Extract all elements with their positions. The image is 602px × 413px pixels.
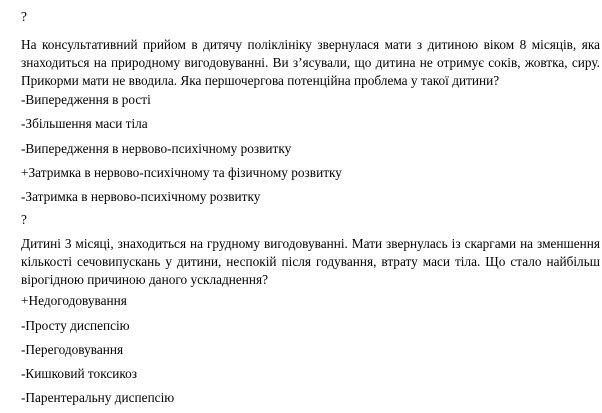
answer-option: -Парентеральну диспепсію (21, 390, 175, 405)
question-text: На консультативний прийом в дитячу поліклініку звернулася мати з дитиною віком 8 місяців, яка знаходиться на природному вигодовуванні. Ви з’ясували, що дитина не отримує соків, жовтка, сиру. Прикорми мати не вводила. Яка першочергова потенційна проблема у такої дитини? (21, 37, 600, 88)
question-marker: ? (21, 212, 27, 227)
answer-option: -Випередження в нервово-психічному розвитку (21, 141, 292, 156)
answer-option-correct: +Недогодовування (21, 293, 127, 308)
answer-option: -Просту диспепсію (21, 318, 130, 333)
answer-option: -Кишковий токсикоз (21, 366, 138, 381)
answer-option-correct: +Затримка в нервово-психічному та фізичному розвитку (21, 165, 342, 180)
answer-option: -Випередження в рості (21, 92, 151, 107)
question-marker: ? (21, 9, 27, 24)
answer-option: -Затримка в нервово-психічному розвитку (21, 189, 261, 204)
answer-option: -Збільшення маси тіла (21, 116, 148, 131)
answer-option: -Перегодовування (21, 342, 124, 357)
question-text: Дитині 3 місяці, знаходиться на грудному вигодовуванні. Мати звернулась із скаргами на зменшення кількості сечовипускань у дитини, неспокій після годування, втрату маси тіла. Що стало найбільш вірогідною причиною даного ускладнення? (21, 236, 600, 287)
